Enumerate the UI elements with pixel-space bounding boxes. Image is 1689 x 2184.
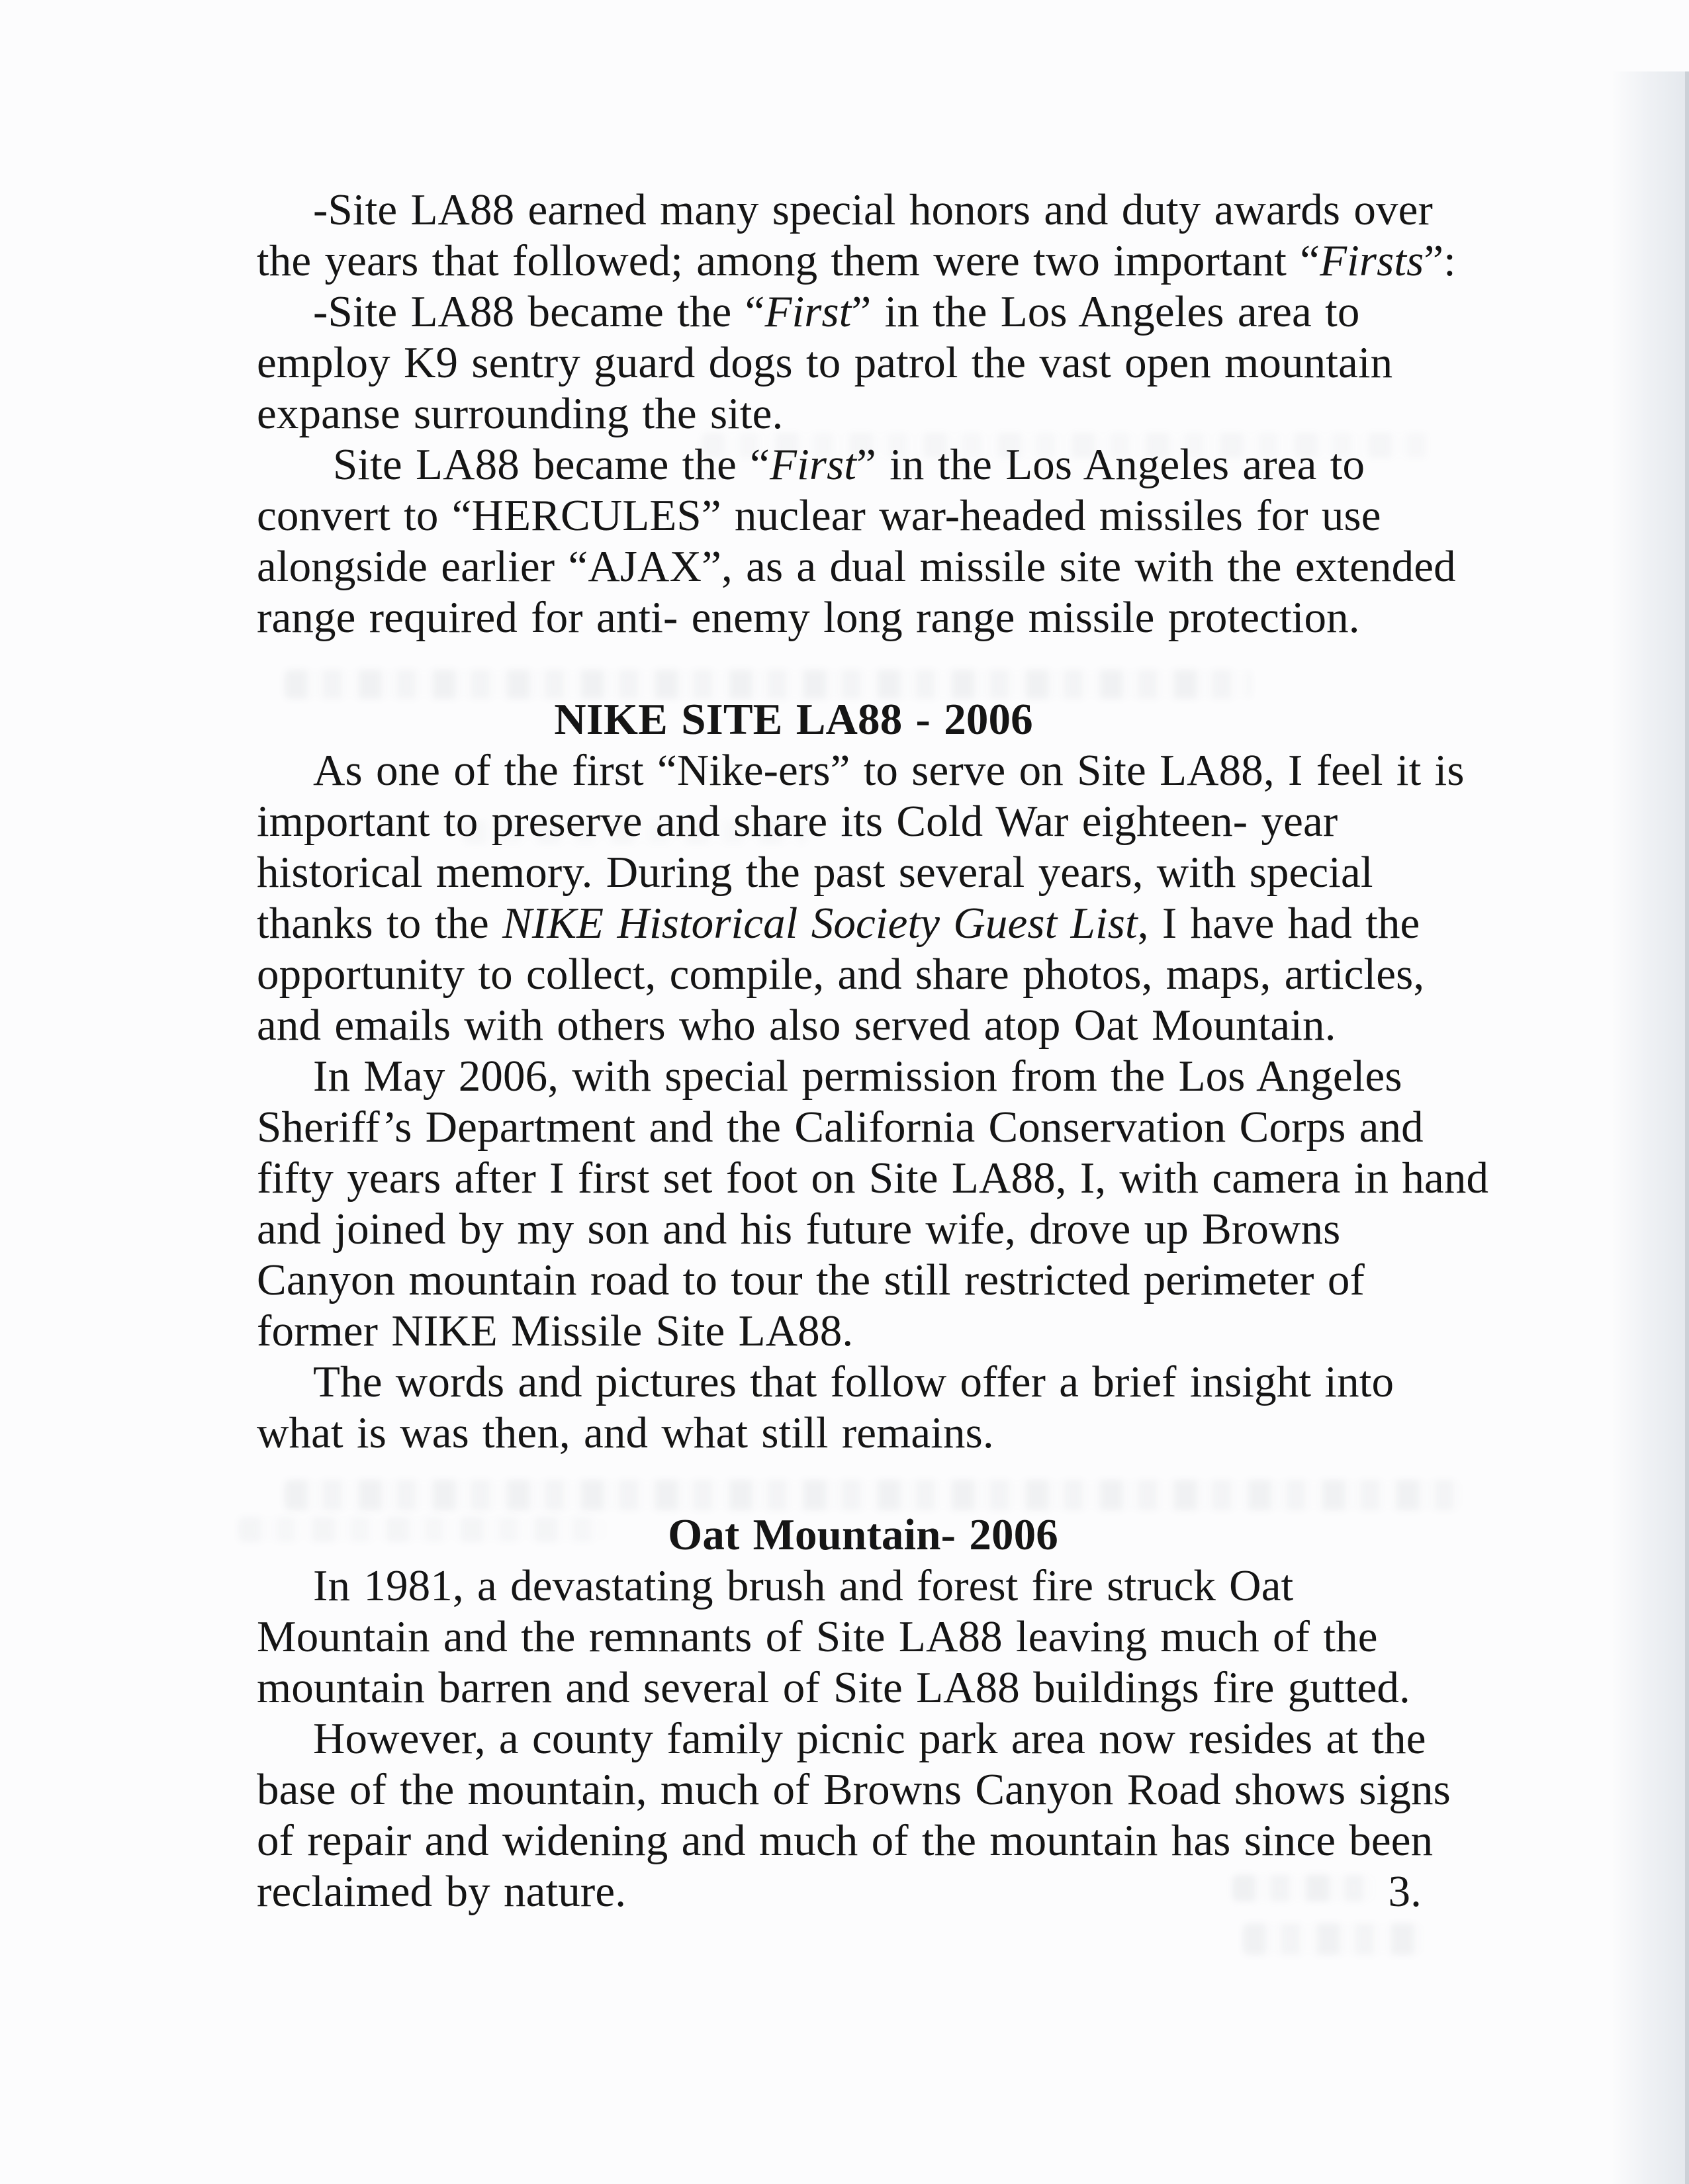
italic-text-run: Firsts — [1320, 236, 1424, 285]
text-line — [257, 388, 1469, 439]
section-heading-nike-site-la88: NIKE SITE LA88 - 2006 — [554, 695, 1033, 744]
text-line — [257, 1815, 1469, 1866]
text-run: opportunity to collect, compile, and share photos, maps, articles, — [257, 950, 1425, 999]
text-run: important to preserve and share its Cold War eighteen- year — [257, 797, 1338, 846]
text-line — [257, 1713, 1469, 1764]
text-line — [257, 949, 1469, 1000]
italic-text-run: First — [764, 287, 852, 336]
text-line — [257, 439, 1469, 490]
text-line — [257, 287, 1469, 338]
text-line — [257, 185, 1469, 236]
text-line — [257, 1306, 1469, 1357]
text-run: fifty years after I first set foot on Site LA88, I, with camera in hand — [257, 1154, 1489, 1203]
text-run: -Site LA88 earned many special honors and duty awards over — [313, 185, 1433, 234]
text-run: employ K9 sentry guard dogs to patrol the vast open mountain — [257, 338, 1393, 387]
text-line — [257, 1153, 1489, 1204]
text-run: range required for anti- enemy long range missile protection. — [257, 593, 1360, 642]
text-run: The words and pictures that follow offer a brief insight into — [313, 1357, 1394, 1406]
text-run: ” in the Los Angeles area to — [851, 287, 1360, 336]
text-run: historical memory. During the past several years, with special — [257, 848, 1373, 897]
bleed-through-artifact — [1243, 1923, 1423, 1955]
text-run: Mountain and the remnants of Site LA88 leaving much of the — [257, 1612, 1378, 1661]
text-line — [257, 1408, 1469, 1459]
text-line — [257, 898, 1469, 949]
document-text — [257, 185, 1489, 1917]
text-run: base of the mountain, much of Browns Canyon Road shows signs — [257, 1765, 1451, 1814]
text-run: and joined by my son and his future wife, drove up Browns — [257, 1205, 1341, 1253]
text-run: reclaimed by nature. — [257, 1867, 627, 1916]
text-line — [257, 541, 1469, 592]
text-line — [257, 796, 1469, 847]
text-line — [257, 745, 1469, 796]
text-run: thanks to the — [257, 899, 503, 948]
text-run: , I have had the — [1137, 899, 1420, 948]
text-run: In May 2006, with special permission from the Los Angeles — [313, 1052, 1402, 1101]
text-line — [257, 1662, 1469, 1713]
page-number: 3. — [1388, 1867, 1422, 1916]
text-run: In 1981, a devastating brush and forest fire struck Oat — [313, 1561, 1294, 1610]
section-heading-oat-mountain: Oat Mountain- 2006 — [668, 1510, 1058, 1559]
text-run: Sheriff’s Department and the California Conservation Corps and — [257, 1103, 1424, 1152]
text-run: what is was then, and what still remains. — [257, 1408, 994, 1457]
text-line — [257, 1204, 1469, 1255]
text-run: former NIKE Missile Site LA88. — [257, 1306, 854, 1355]
text-run: and emails with others who also served atop Oat Mountain. — [257, 1001, 1336, 1050]
text-line — [257, 1866, 1469, 1917]
text-line — [257, 592, 1469, 643]
italic-text-run: First — [770, 440, 857, 489]
scan-edge-line — [1685, 71, 1689, 2184]
text-run: ”: — [1424, 236, 1456, 285]
text-run: of repair and widening and much of the mountain has since been — [257, 1816, 1434, 1865]
text-run: Canyon mountain road to tour the still restricted perimeter of — [257, 1255, 1365, 1304]
text-run: ” in the Los Angeles area to — [856, 440, 1365, 489]
text-run: However, a county family picnic park area now resides at the — [313, 1714, 1426, 1763]
text-line — [257, 1561, 1469, 1612]
text-line — [257, 236, 1469, 287]
text-run: mountain barren and several of Site LA88 buildings fire gutted. — [257, 1663, 1410, 1712]
text-line — [257, 1255, 1469, 1306]
text-line — [257, 1051, 1469, 1102]
text-line — [257, 1000, 1469, 1051]
text-line — [257, 338, 1469, 388]
text-line — [257, 1102, 1469, 1153]
text-run: Site LA88 became the “ — [333, 440, 770, 489]
scan-edge-shadow — [1611, 71, 1689, 2184]
text-line — [257, 490, 1469, 541]
text-run: expanse surrounding the site. — [257, 389, 784, 438]
text-run: As one of the first “Nike-ers” to serve on Site LA88, I feel it is — [313, 746, 1465, 795]
text-run: the years that followed; among them were two important “ — [257, 236, 1320, 285]
text-line — [257, 1612, 1469, 1662]
text-run: alongside earlier “AJAX”, as a dual missile site with the extended — [257, 542, 1456, 591]
text-line — [257, 1764, 1469, 1815]
italic-text-run: NIKE Historical Society Guest List — [502, 899, 1138, 948]
text-run: convert to “HERCULES” nuclear war-headed missiles for use — [257, 491, 1381, 540]
text-line — [257, 847, 1469, 898]
text-line — [257, 1357, 1469, 1408]
text-run: -Site LA88 became the “ — [313, 287, 765, 336]
